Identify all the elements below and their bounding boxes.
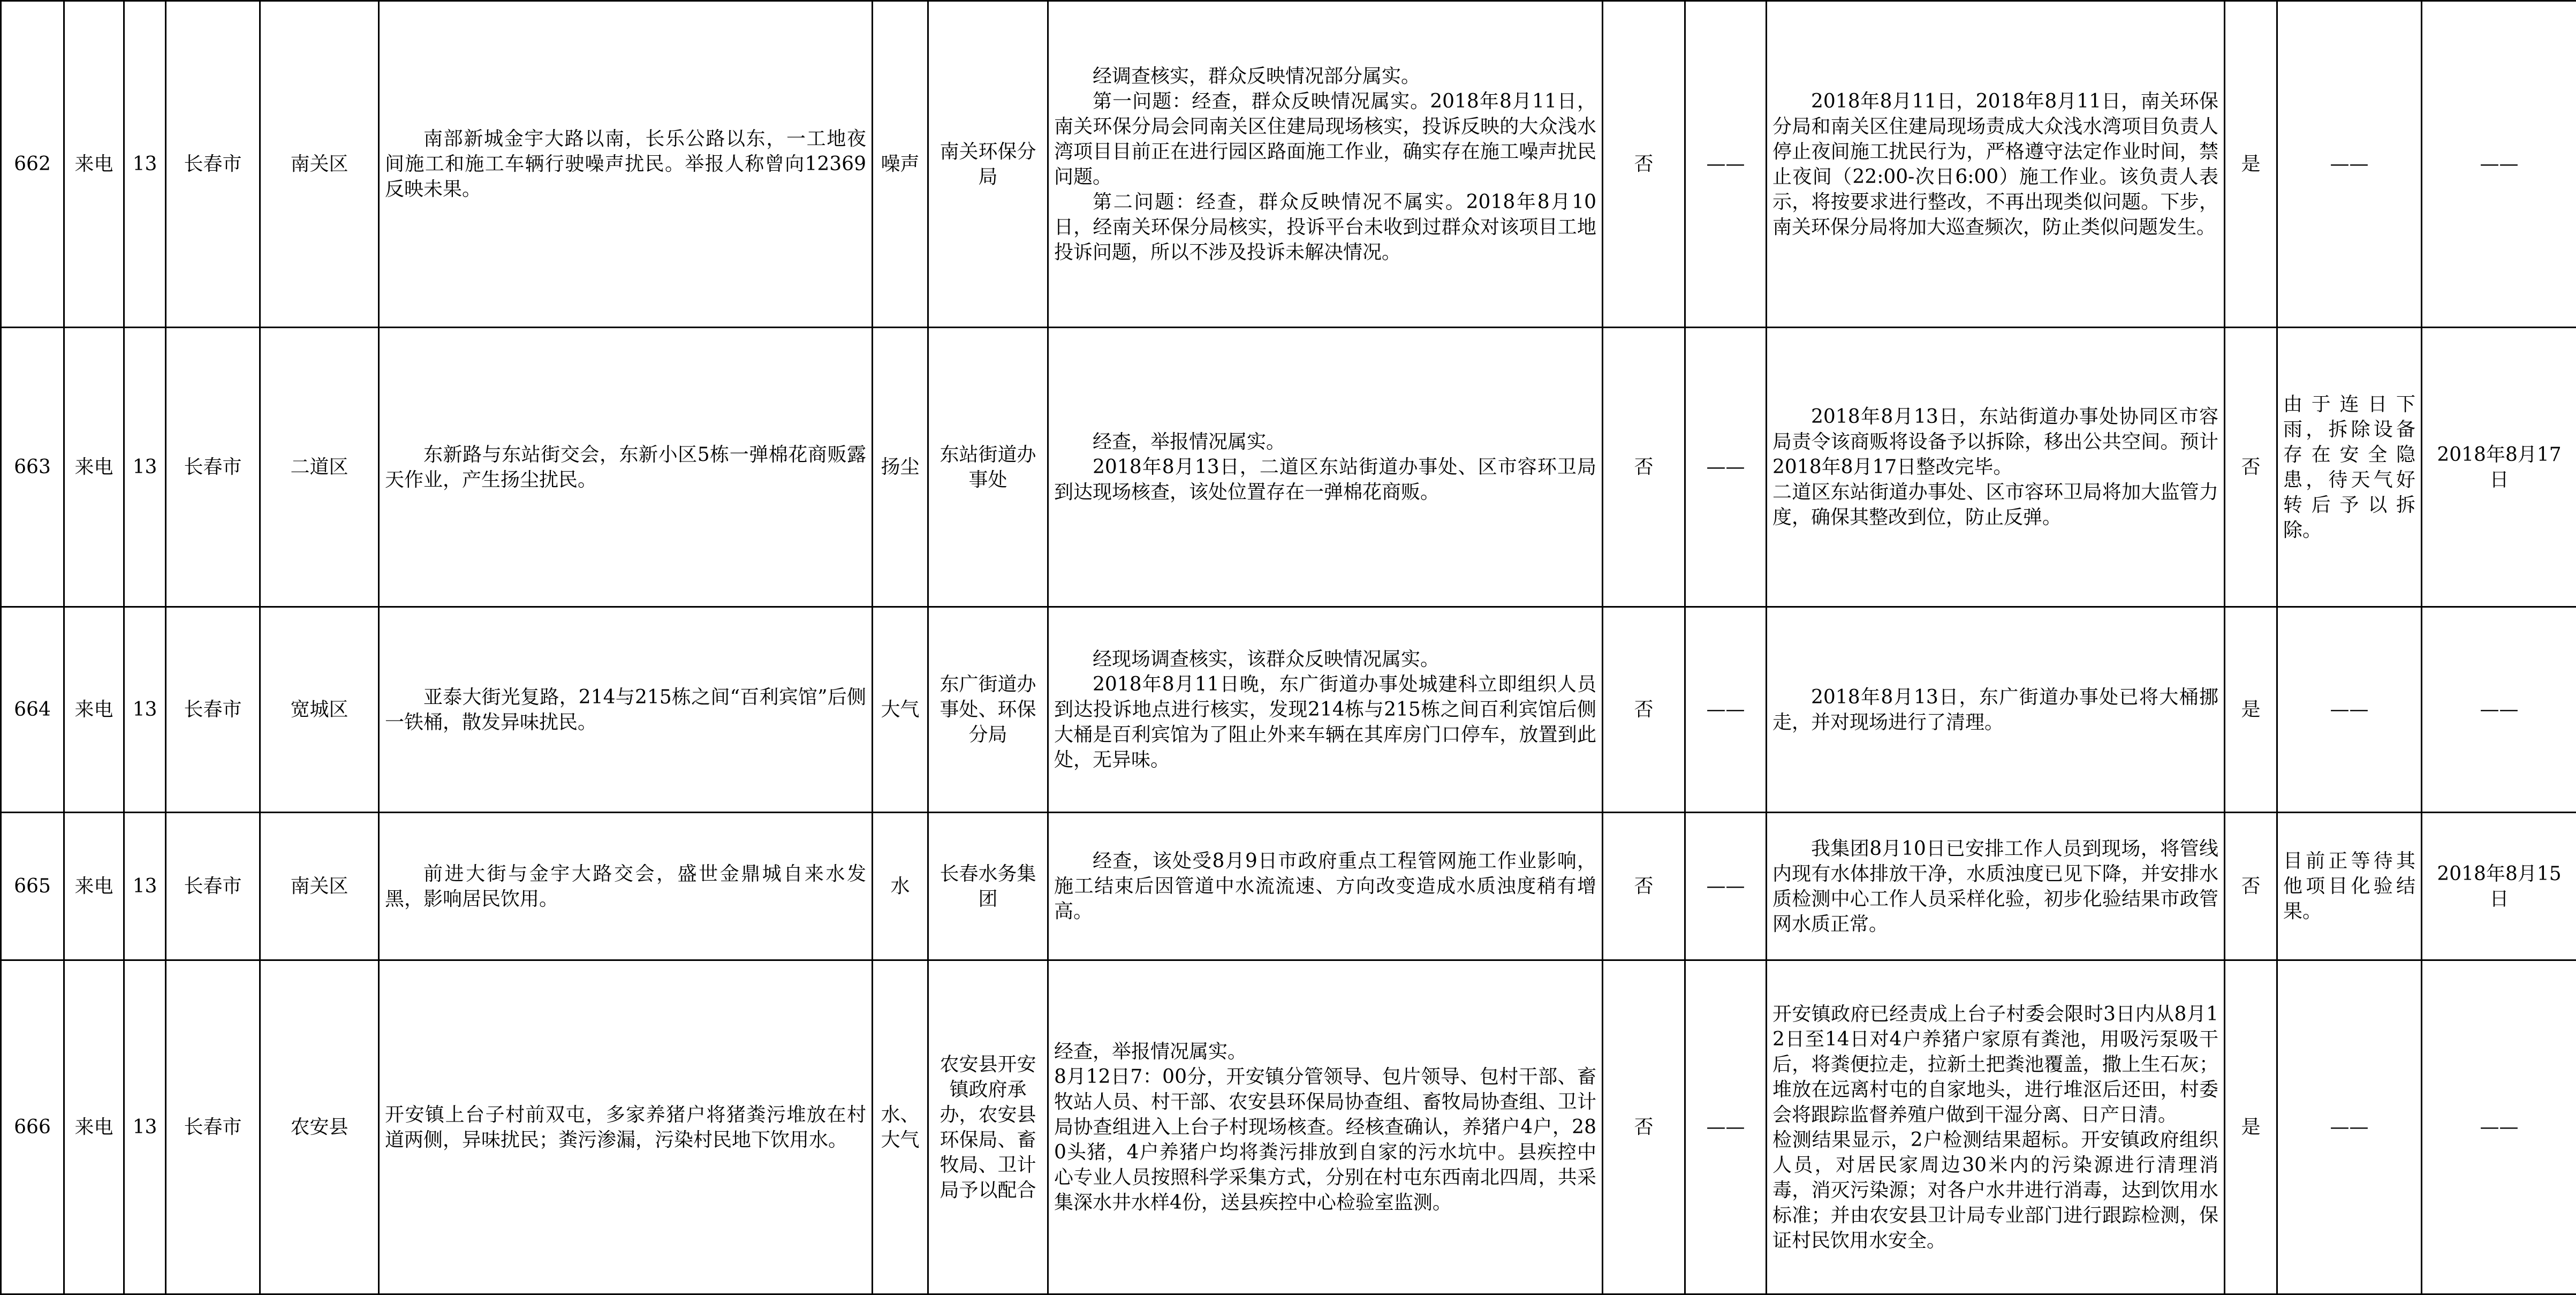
row-complaint [379, 1, 873, 328]
row-flag-dash: —— [1685, 960, 1767, 1294]
row-id: 663 [1, 328, 64, 607]
row-flag-dash: —— [1685, 813, 1767, 960]
row-city: 长春市 [166, 328, 260, 607]
row-flag-dash: —— [1685, 328, 1767, 607]
row-source: 来电 [64, 607, 124, 813]
row-id: 662 [1, 1, 64, 328]
table-row [1, 1, 2576, 328]
row-completed: 否 [2225, 813, 2277, 960]
row-source: 来电 [64, 813, 124, 960]
table-row [1, 813, 2576, 960]
row-batch: 13 [124, 813, 166, 960]
row-id: 665 [1, 813, 64, 960]
row-reason: 由于连日下雨，拆除设备存在安全隐患，待天气好转后予以拆除。 [2277, 328, 2422, 607]
row-district: 农安县 [260, 960, 379, 1294]
row-completed: 是 [2225, 607, 2277, 813]
row-source: 来电 [64, 960, 124, 1294]
row-pollution-type: 噪声 [873, 1, 928, 328]
row-flag-no: 否 [1603, 607, 1685, 813]
measures-paragraph: 检测结果显示，2户检测结果超标。开安镇政府组织人员，对居民家周边30米内的污染源进行清理消毒，消灭污染源；对各户水井进行消毒，达到饮用水标准；并由农安县卫计局专业部门进行跟踪检测，保证村民饮用水安全。 [1772, 1127, 2218, 1253]
row-flag-dash: —— [1685, 607, 1767, 813]
row-source: 来电 [64, 1, 124, 328]
row-measures [1767, 607, 2225, 813]
measures-paragraph: 2018年8月13日，东站街道办事处协同区市容局责令该商贩将设备予以拆除，移出公共空间。预计2018年8月17日整改完毕。 [1772, 404, 2218, 480]
row-district: 二道区 [260, 328, 379, 607]
row-pollution-type: 扬尘 [873, 328, 928, 607]
findings-paragraph: 2018年8月13日，二道区东站街道办事处、区市容环卫局到达现场核查，该处位置存在一弹棉花商贩。 [1054, 455, 1596, 505]
row-flag-no: 否 [1603, 960, 1685, 1294]
row-reason: —— [2277, 960, 2422, 1294]
findings-paragraph: 经查，该处受8月9日市政府重点工程管网施工作业影响，施工结束后因管道中水流流速、方向改变造成水质浊度稍有增高。 [1054, 849, 1596, 924]
row-id: 666 [1, 960, 64, 1294]
row-batch: 13 [124, 1, 166, 328]
findings-paragraph: 经调查核实，群众反映情况部分属实。 [1054, 64, 1596, 89]
measures-paragraph: 我集团8月10日已安排工作人员到现场，将管线内现有水体排放干净，水质浊度已见下降，并安排水质检测中心工作人员采样化验，初步化验结果市政管网水质正常。 [1772, 836, 2218, 937]
findings-paragraph: 经现场调查核实，该群众反映情况属实。 [1054, 647, 1596, 672]
row-measures [1767, 328, 2225, 607]
row-flag-no: 否 [1603, 328, 1685, 607]
row-reason: 目前正等待其他项目化验结果。 [2277, 813, 2422, 960]
row-findings [1048, 813, 1603, 960]
row-handler: 东站街道办事处 [928, 328, 1048, 607]
row-deadline: —— [2422, 607, 2576, 813]
complaint-text: 南部新城金宇大路以南，长乐公路以东，一工地夜间施工和施工车辆行驶噪声扰民。举报人称曾向12369反映未果。 [385, 126, 866, 202]
row-flag-no: 否 [1603, 813, 1685, 960]
row-findings [1048, 328, 1603, 607]
table-row [1, 607, 2576, 813]
row-completed: 否 [2225, 328, 2277, 607]
findings-paragraph: 经查，举报情况属实。 [1054, 429, 1596, 455]
row-city: 长春市 [166, 960, 260, 1294]
complaint-text: 开安镇上台子村前双屯，多家养猪户将猪粪污堆放在村道两侧，异味扰民；粪污渗漏，污染村民地下饮用水。 [385, 1102, 866, 1153]
row-deadline: 2018年8月17日 [2422, 328, 2576, 607]
row-city: 长春市 [166, 607, 260, 813]
row-flag-no: 否 [1603, 1, 1685, 328]
row-pollution-type: 大气 [873, 607, 928, 813]
row-city: 长春市 [166, 1, 260, 328]
measures-paragraph: 2018年8月11日，2018年8月11日，南关环保分局和南关区住建局现场责成大众浅水湾项目负责人停止夜间施工扰民行为，严格遵守法定作业时间，禁止夜间（22:00-次日6:00）施工作业。该负责人表示，将按要求进行整改，不再出现类似问题。下步，南关环保分局将加大巡查频次，防止类似问题发生。 [1772, 89, 2218, 240]
measures-paragraph: 开安镇政府已经责成上台子村委会限时3日内从8月12日至14日对4户养猪户家原有粪池，用吸污泵吸干后，将粪便拉走，拉新土把粪池覆盖，撒上生石灰；堆放在远离村屯的自家地头，进行堆沤后还田，村委会将跟踪监督养殖户做到干湿分离、日产日清。 [1772, 1002, 2218, 1127]
row-completed: 是 [2225, 1, 2277, 328]
row-pollution-type: 水 [873, 813, 928, 960]
row-measures [1767, 1, 2225, 328]
row-district: 南关区 [260, 1, 379, 328]
findings-paragraph: 8月12日7：00分，开安镇分管领导、包片领导、包村干部、畜牧站人员、村干部、农安县环保局协查组、畜牧局协查组、卫计局协查组进入上台子村现场核查。经核查确认，养猪户4户，280头猪，4户养猪户均将粪污排放到自家的污水坑中。县疾控中心专业人员按照科学采集方式，分别在村屯东西南北四周，共采集深水井水样4份，送县疾控中心检验室监测。 [1054, 1064, 1596, 1215]
row-measures [1767, 960, 2225, 1294]
row-handler: 东广街道办事处、环保分局 [928, 607, 1048, 813]
row-pollution-type: 水、大气 [873, 960, 928, 1294]
row-batch: 13 [124, 607, 166, 813]
findings-paragraph: 第二问题：经查，群众反映情况不属实。2018年8月10日，经南关环保分局核实，投诉平台未收到过群众对该项目工地投诉问题，所以不涉及投诉未解决情况。 [1054, 190, 1596, 265]
findings-paragraph: 第一问题：经查，群众反映情况属实。2018年8月11日，南关环保分局会同南关区住建局现场核实，投诉反映的大众浅水湾项目目前正在进行园区路面施工作业，确实存在施工噪声扰民问题。 [1054, 89, 1596, 190]
table-row [1, 960, 2576, 1294]
complaint-text: 亚泰大街光复路，214与215栋之间“百利宾馆”后侧一铁桶，散发异味扰民。 [385, 685, 866, 735]
row-district: 宽城区 [260, 607, 379, 813]
row-findings [1048, 1, 1603, 328]
row-source: 来电 [64, 328, 124, 607]
row-findings [1048, 960, 1603, 1294]
row-flag-dash: —— [1685, 1, 1767, 328]
row-district: 南关区 [260, 813, 379, 960]
row-handler: 南关环保分局 [928, 1, 1048, 328]
measures-paragraph: 2018年8月13日，东广街道办事处已将大桶挪走，并对现场进行了清理。 [1772, 685, 2218, 735]
row-complaint [379, 813, 873, 960]
row-deadline: 2018年8月15日 [2422, 813, 2576, 960]
row-findings [1048, 607, 1603, 813]
row-deadline: —— [2422, 960, 2576, 1294]
measures-paragraph: 二道区东站街道办事处、区市容环卫局将加大监管力度，确保其整改到位，防止反弹。 [1772, 480, 2218, 530]
complaint-text: 东新路与东站街交会，东新小区5栋一弹棉花商贩露天作业，产生扬尘扰民。 [385, 442, 866, 493]
row-id: 664 [1, 607, 64, 813]
row-completed: 是 [2225, 960, 2277, 1294]
row-measures [1767, 813, 2225, 960]
findings-paragraph: 经查，举报情况属实。 [1054, 1039, 1596, 1064]
row-batch: 13 [124, 328, 166, 607]
row-reason: —— [2277, 1, 2422, 328]
row-batch: 13 [124, 960, 166, 1294]
row-complaint [379, 328, 873, 607]
findings-paragraph: 2018年8月11日晚，东广街道办事处城建科立即组织人员到达投诉地点进行核实，发现214栋与215栋之间百利宾馆后侧大桶是百利宾馆为了阻止外来车辆在其库房门口停车，放置到此处，无异味。 [1054, 672, 1596, 773]
complaint-text: 前进大街与金宇大路交会，盛世金鼎城自来水发黑，影响居民饮用。 [385, 861, 866, 912]
row-deadline: —— [2422, 1, 2576, 328]
row-reason: —— [2277, 607, 2422, 813]
row-handler: 农安县开安镇政府承办，农安县环保局、畜牧局、卫计局予以配合 [928, 960, 1048, 1294]
row-complaint [379, 960, 873, 1294]
table-row [1, 328, 2576, 607]
row-complaint [379, 607, 873, 813]
row-handler: 长春水务集团 [928, 813, 1048, 960]
row-city: 长春市 [166, 813, 260, 960]
